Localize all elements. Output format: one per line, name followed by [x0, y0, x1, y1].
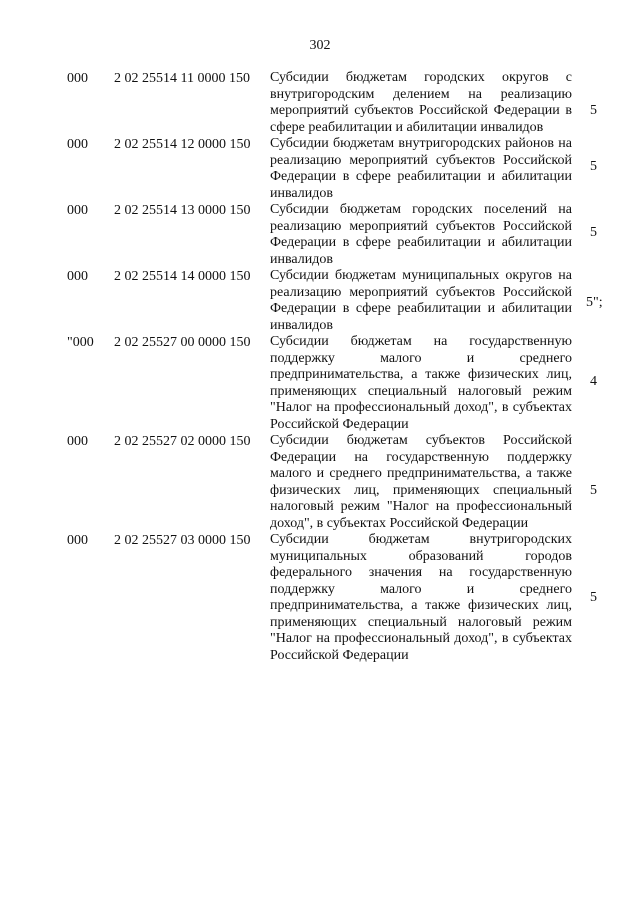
admin-code: 000 — [67, 434, 88, 449]
budget-classification-code: 2 02 25514 11 0000 150 — [114, 71, 250, 86]
row-value: 5"; — [586, 295, 603, 310]
row-description: Субсидии бюджетам муниципальных округов на реализацию мероприятий субъектов Российской Федерации в сфере реабилитации и абилитации инвалидов — [270, 268, 572, 333]
row-value: 5 — [590, 159, 597, 174]
table-row — [0, 532, 640, 664]
table-row — [0, 268, 640, 334]
row-description: Субсидии бюджетам городских округов с внутригородским делением на реализацию мероприятий субъектов Российской Федерации в сфере реабилитации и абилитации инвалидов — [270, 70, 572, 135]
budget-classification-code: 2 02 25514 13 0000 150 — [114, 203, 251, 218]
budget-classification-code: 2 02 25527 02 0000 150 — [114, 434, 251, 449]
row-value: 5 — [590, 590, 597, 605]
table-row — [0, 136, 640, 202]
admin-code: 000 — [67, 203, 88, 218]
row-value: 5 — [590, 103, 597, 118]
page-number: 302 — [309, 38, 331, 53]
admin-code: 000 — [67, 269, 88, 284]
table-row — [0, 202, 640, 268]
row-value: 4 — [590, 374, 597, 389]
table-row — [0, 70, 640, 136]
budget-classification-code: 2 02 25527 00 0000 150 — [114, 335, 251, 350]
admin-code: 000 — [67, 533, 88, 548]
row-description: Субсидии бюджетам городских поселений на реализацию мероприятий субъектов Российской Федерации в сфере реабилитации и абилитации инвалидов — [270, 202, 572, 267]
budget-codes-table — [0, 70, 640, 664]
budget-classification-code: 2 02 25514 14 0000 150 — [114, 269, 251, 284]
admin-code: 000 — [67, 71, 88, 86]
table-row — [0, 433, 640, 532]
row-value: 5 — [590, 225, 597, 240]
row-description: Субсидии бюджетам субъектов Российской Федерации на государственную поддержку малого и среднего предпринимательства, а также физических лиц, применяющих специальный налоговый режим "Налог на профессиональный доход", в субъектах Российской Федерации — [270, 433, 572, 531]
budget-classification-code: 2 02 25527 03 0000 150 — [114, 533, 251, 548]
row-description: Субсидии бюджетам внутригородских районов на реализацию мероприятий субъектов Российской Федерации в сфере реабилитации и абилитации инвалидов — [270, 136, 572, 201]
row-description: Субсидии бюджетам на государственную поддержку малого и среднего предпринимательства, а также физических лиц, применяющих специальный налоговый режим "Налог на профессиональный доход", в субъектах Российской Федерации — [270, 334, 572, 432]
row-description: Субсидии бюджетам внутригородских муниципальных образований городов федерального значения на государственную поддержку малого и среднего предпринимательства, а также физических лиц, применяющих специальный налоговый режим "Налог на профессиональный доход", в субъектах Российской Федерации — [270, 532, 572, 663]
budget-classification-code: 2 02 25514 12 0000 150 — [114, 137, 251, 152]
row-value: 5 — [590, 483, 597, 498]
admin-code: 000 — [67, 137, 88, 152]
table-row — [0, 334, 640, 433]
admin-code: "000 — [67, 335, 94, 350]
